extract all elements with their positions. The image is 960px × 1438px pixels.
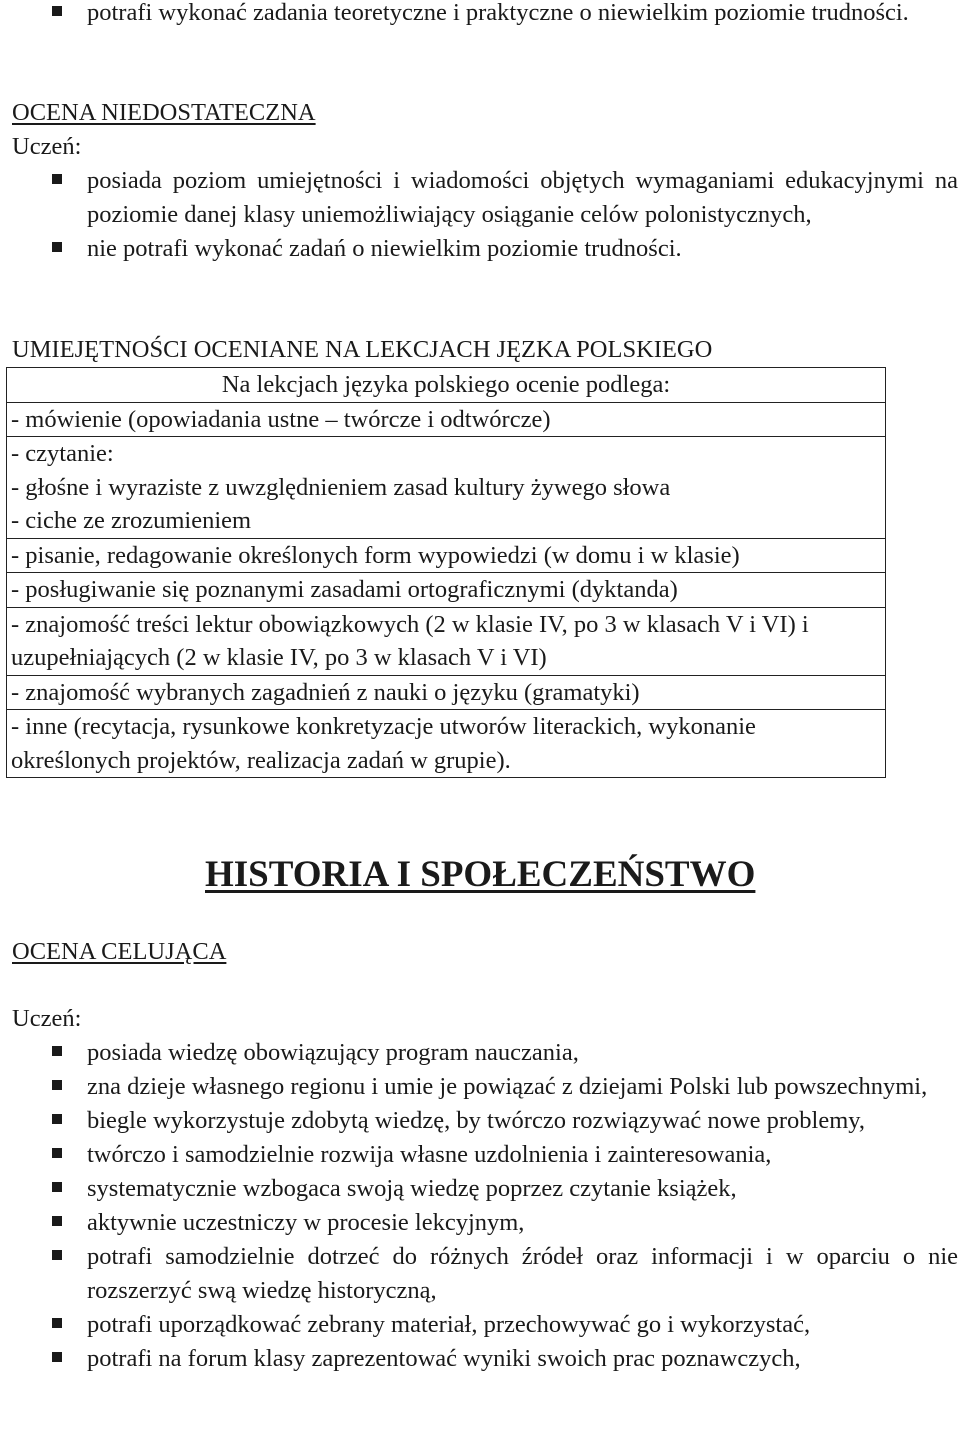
list-item: potrafi wykonać zadania teoretyczne i praktyczne o niewielkim poziomie trudności. (0, 0, 960, 30)
list-item: biegle wykorzystuje zdobytą wiedzę, by twórczo rozwiązywać nowe problemy, (0, 1104, 960, 1138)
table-cell: - znajomość wybranych zagadnień z nauki o języku (gramatyki) (7, 675, 886, 710)
list-item: nie potrafi wykonać zadań o niewielkim poziomie trudności. (0, 232, 960, 266)
table-row (7, 607, 886, 675)
table-row (7, 710, 886, 778)
student-label: Uczeń: (12, 1005, 82, 1032)
list-item: potrafi uporządkować zebrany materiał, przechowywać go i wykorzystać, (0, 1308, 960, 1342)
cell-line: - głośne i wyraziste z uwzględnieniem zasad kultury żywego słowa (11, 473, 671, 501)
list-item: zna dzieje własnego regionu i umie je powiązać z dziejami Polski lub powszechnymi, (0, 1070, 960, 1104)
table-row (7, 573, 886, 608)
niedostateczna-bullet-list (0, 164, 960, 266)
table-header-row (7, 368, 886, 403)
grade-heading-celujaca: OCENA CELUJĄCA (12, 938, 227, 965)
table-row (7, 437, 886, 539)
top-bullet-list (0, 0, 960, 30)
table-cell: - posługiwanie się poznanymi zasadami ortograficznymi (dyktanda) (7, 573, 886, 608)
list-item: potrafi na forum klasy zaprezentować wyniki swoich prac poznawczych, (0, 1342, 960, 1376)
table-cell: - inne (recytacja, rysunkowe konkretyzacje utworów literackich, wykonanie określonych projektów, realizacja zadań w grupie). (7, 710, 886, 778)
cell-line: - ciche ze zrozumieniem (11, 507, 252, 534)
table-header-cell: Na lekcjach języka polskiego ocenie podlega: (7, 368, 886, 403)
cell-line: - czytanie: (11, 440, 114, 467)
list-item: potrafi samodzielnie dotrzeć do różnych źródeł oraz informacji i w oparciu o nie rozszerzyć swą wiedzę historyczną, (0, 1240, 960, 1308)
list-item: systematycznie wzbogaca swoją wiedzę poprzez czytanie książek, (0, 1172, 960, 1206)
celujaca-bullet-list (0, 1036, 960, 1376)
table-cell: - pisanie, redagowanie określonych form wypowiedzi (w domu i w klasie) (7, 538, 886, 573)
table-cell: - znajomość treści lektur obowiązkowych (2 w klasie IV, po 3 w klasach V i VI) i uzupełniających (2 w klasie IV, po 3 w klasach V i VI) (7, 607, 886, 675)
list-item: aktywnie uczestniczy w procesie lekcyjnym, (0, 1206, 960, 1240)
skills-heading: UMIEJĘTNOŚCI OCENIANE NA LEKCJACH JĘZKA POLSKIEGO (12, 336, 713, 363)
list-item: twórczo i samodzielnie rozwija własne uzdolnienia i zainteresowania, (0, 1138, 960, 1172)
table-row (7, 675, 886, 710)
table-cell: - mówienie (opowiadania ustne – twórcze i odtwórcze) (7, 402, 886, 437)
section-heading-niedostateczna: OCENA NIEDOSTATECZNA (12, 99, 316, 126)
student-label: Uczeń: (12, 133, 82, 160)
table-row (7, 538, 886, 573)
table-cell (7, 437, 886, 539)
table-row (7, 402, 886, 437)
subject-title: HISTORIA I SPOŁECZEŃSTWO (205, 854, 756, 895)
list-item: posiada wiedzę obowiązujący program nauczania, (0, 1036, 960, 1070)
skills-table (6, 367, 886, 778)
list-item: posiada poziom umiejętności i wiadomości objętych wymaganiami edukacyjnymi na poziomie danej klasy uniemożliwiający osiąganie celów polonistycznych, (0, 164, 960, 232)
